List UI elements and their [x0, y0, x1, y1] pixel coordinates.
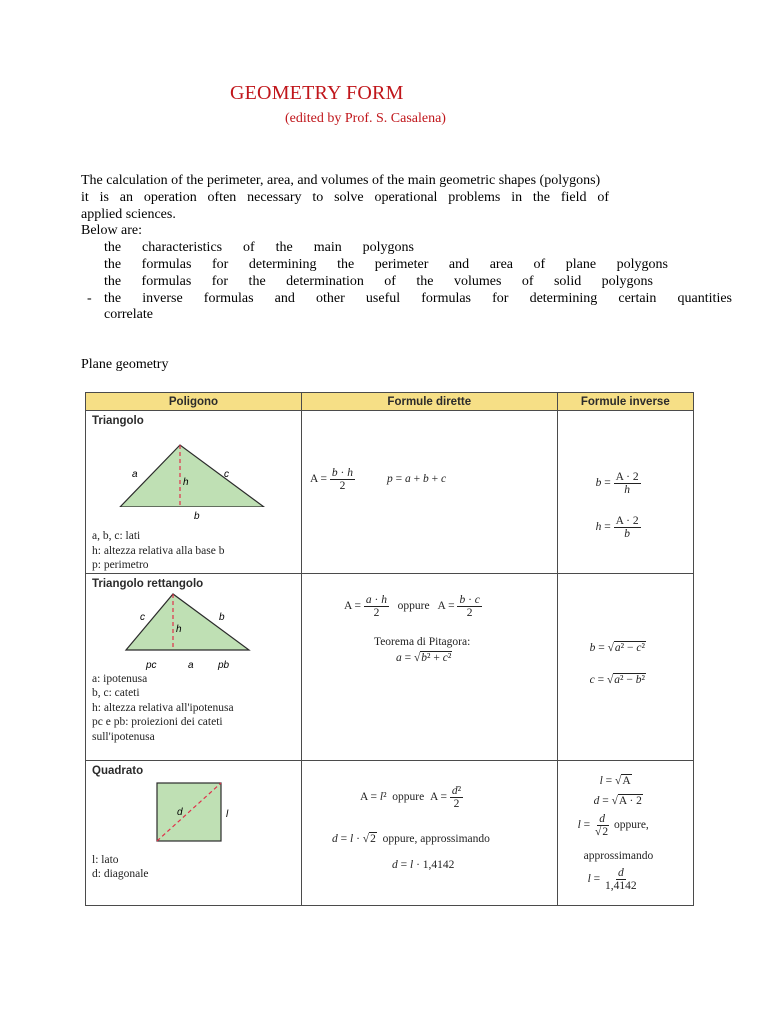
list-item-4-line-1: the inverse formulas and other useful formulas for determining certain quantities [104, 290, 732, 306]
legend-line: h: altezza relativa alla base b [92, 544, 225, 557]
formula-diagonal-approx: d = l · 1,4142 [391, 858, 455, 871]
oppure-approx-text: oppure, approssimando [382, 832, 490, 845]
cell-rettangolo-inverse [557, 573, 693, 760]
formula-area-triangle: A = $\frac{b \cdot h}{2}$ [309, 467, 353, 492]
triangle-label-h: h [183, 477, 189, 488]
cell-quadrato-shape [86, 760, 302, 905]
square-figure [86, 779, 299, 845]
legend-triangolo-rettangolo [92, 672, 301, 745]
formula-height-triangle: h = $\frac{A \cdot 2}{b}$ [595, 515, 639, 540]
header-poligono: Poligono [86, 393, 302, 411]
legend-line: b, c: cateti [92, 687, 140, 699]
list-dash: - [87, 290, 92, 306]
cell-triangolo-inverse [557, 411, 693, 574]
row-name-quadrato: Quadrato [92, 764, 144, 777]
triangle-shape [120, 445, 264, 507]
document-title: GEOMETRY FORM [230, 82, 404, 104]
square-label-d: d [177, 806, 183, 818]
section-title: Plane geometry [81, 357, 169, 372]
header-formule-dirette: Formule dirette [301, 393, 557, 411]
row-name-triangolo: Triangolo [92, 415, 144, 427]
list-item-3: the formulas for the determination of the volumes of solid polygons [104, 273, 653, 289]
legend-line: a, b, c: lati [92, 530, 141, 542]
intro-line-4: Below are: [81, 223, 143, 239]
formula-side-from-diagonal: l = $\frac{d}{√2}$ oppure, [577, 812, 649, 838]
intro-line-3: applied sciences. [81, 206, 176, 222]
cell-quadrato-inverse [557, 760, 693, 905]
intro-line-1: The calculation of the perimeter, area, and volumes of the main geometric shapes (polygons) [81, 173, 601, 188]
legend-line: h: altezza relativa all'ipotenusa [92, 701, 234, 714]
cell-rettangolo-shape [86, 573, 302, 760]
rt-label-pb: pb [218, 659, 230, 671]
oppure-text: oppure, [613, 818, 649, 831]
oppure-text: oppure [397, 599, 430, 612]
formula-base-triangle: b = $\frac{A \cdot 2}{h}$ [595, 471, 639, 496]
list-item-2: the formulas for determining the perimeter and area of plane polygons [104, 256, 668, 272]
intro-line-2: it is an operation often necessary to solve operational problems in the field of [81, 189, 609, 205]
row-name-triangolo-rettangolo: Triangolo rettangolo [92, 577, 204, 590]
formula-area-square: A = l² oppure A = $\frac{\text{d²}}{2}$ [359, 784, 462, 810]
formula-side-approx: l = $\frac{d}{1,4142}$ [587, 866, 637, 892]
cell-quadrato-direct [301, 760, 557, 905]
approx-label: approssimando [583, 849, 654, 862]
legend-quadrato [92, 853, 301, 882]
right-triangle-figure [86, 590, 299, 652]
legend-line: sull'ipotenusa [92, 730, 155, 743]
rt-label-b: b [219, 611, 225, 623]
list-item-4 [81, 291, 761, 325]
legend-line: l: lato [92, 853, 119, 866]
formula-pythagoras: a = √b² + c² [395, 651, 452, 664]
triangle-label-c: c [224, 469, 229, 480]
oppure-text: oppure [392, 790, 425, 803]
triangle-label-a: a [132, 469, 138, 480]
legend-line: pc e pb: proiezioni dei cateti [92, 716, 223, 728]
formula-cateto-c: c = √a² − b² [589, 673, 645, 686]
list-item-1: the characteristics of the main polygons [104, 240, 414, 256]
rt-label-a: a [188, 659, 194, 671]
intro-paragraph [81, 173, 761, 324]
triangle-figure [86, 427, 299, 507]
triangle-label-b: b [194, 511, 200, 522]
cell-rettangolo-direct [301, 573, 557, 760]
table-row-triangolo [86, 411, 694, 574]
constant-value: 1,4142 [605, 879, 637, 892]
formula-table [85, 392, 694, 906]
square-label-l: l [226, 808, 229, 820]
formula-diagonal-from-area: d = √A · 2 [593, 794, 642, 807]
formula-cateto-b: b = √a² − c² [589, 641, 645, 654]
constant-value: 1,4142 [422, 858, 455, 871]
formula-area-rt-1: A = $\frac{a \cdot h}{2}$ oppure A = $\frac{b \cdot c}{2}$ [343, 593, 480, 619]
header-formule-inverse: Formule inverse [557, 393, 693, 411]
formula-diagonal-square: d = l · √2 oppure, approssimando [331, 832, 490, 845]
legend-triangolo [92, 529, 301, 573]
formula-side-from-area: l = √A [599, 774, 631, 787]
formula-perimeter-triangle: p = a + b + c [386, 473, 447, 485]
table-header-row [86, 393, 694, 411]
rt-label-pc: pc [146, 659, 157, 671]
legend-line: a: ipotenusa [92, 672, 148, 685]
cell-triangolo-direct [301, 411, 557, 574]
document-subtitle: (edited by Prof. S. Casalena) [285, 111, 446, 126]
pythagoras-label: Teorema di Pitagora: [373, 635, 471, 648]
list-item-4-line-2: correlate [104, 307, 153, 323]
legend-line: d: diagonale [92, 868, 149, 880]
rt-label-c: c [140, 611, 145, 623]
table-row-triangolo-rettangolo [86, 573, 694, 760]
rt-label-h: h [176, 623, 182, 635]
cell-triangolo-shape [86, 411, 302, 574]
table-row-quadrato [86, 760, 694, 905]
legend-line: p: perimetro [92, 559, 149, 571]
